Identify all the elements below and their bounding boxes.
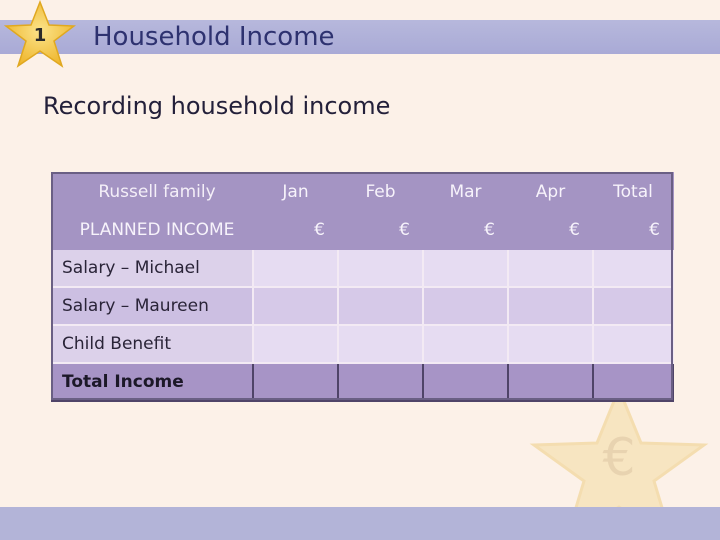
watermark-euro-symbol: €	[602, 428, 636, 488]
input-cell[interactable]	[423, 287, 508, 325]
input-cell[interactable]	[423, 363, 508, 401]
planned-income-row	[52, 211, 673, 249]
total-header: Total	[593, 173, 673, 211]
total-income-label: Total Income	[52, 363, 253, 401]
table-row	[52, 249, 673, 287]
page-title: Household Income	[93, 22, 335, 52]
month-header-apr: Apr	[508, 173, 593, 211]
input-cell[interactable]	[508, 325, 593, 363]
input-cell[interactable]	[253, 287, 338, 325]
planned-income-label: PLANNED INCOME	[52, 211, 253, 249]
input-cell[interactable]	[508, 249, 593, 287]
currency-cell: €	[593, 211, 673, 249]
input-cell[interactable]	[508, 363, 593, 401]
table-row	[52, 287, 673, 325]
currency-cell: €	[338, 211, 423, 249]
input-cell[interactable]	[593, 287, 673, 325]
table-header-row	[52, 173, 673, 211]
page-subtitle: Recording household income	[43, 92, 391, 120]
family-name-cell: Russell family	[52, 173, 253, 211]
input-cell[interactable]	[423, 325, 508, 363]
month-header-jan: Jan	[253, 173, 338, 211]
input-cell[interactable]	[508, 287, 593, 325]
currency-cell: €	[253, 211, 338, 249]
total-income-row	[52, 363, 673, 401]
row-label-salary-michael: Salary – Michael	[52, 249, 253, 287]
month-header-feb: Feb	[338, 173, 423, 211]
input-cell[interactable]	[593, 363, 673, 401]
income-table	[51, 172, 674, 402]
input-cell[interactable]	[253, 363, 338, 401]
table-row	[52, 325, 673, 363]
slide-number: 1	[33, 25, 47, 46]
currency-cell: €	[423, 211, 508, 249]
input-cell[interactable]	[338, 325, 423, 363]
row-label-child-benefit: Child Benefit	[52, 325, 253, 363]
input-cell[interactable]	[338, 249, 423, 287]
input-cell[interactable]	[338, 363, 423, 401]
input-cell[interactable]	[253, 249, 338, 287]
input-cell[interactable]	[338, 287, 423, 325]
footer-band	[0, 507, 720, 540]
input-cell[interactable]	[593, 249, 673, 287]
month-header-mar: Mar	[423, 173, 508, 211]
input-cell[interactable]	[593, 325, 673, 363]
input-cell[interactable]	[423, 249, 508, 287]
row-label-salary-maureen: Salary – Maureen	[52, 287, 253, 325]
currency-cell: €	[508, 211, 593, 249]
input-cell[interactable]	[253, 325, 338, 363]
